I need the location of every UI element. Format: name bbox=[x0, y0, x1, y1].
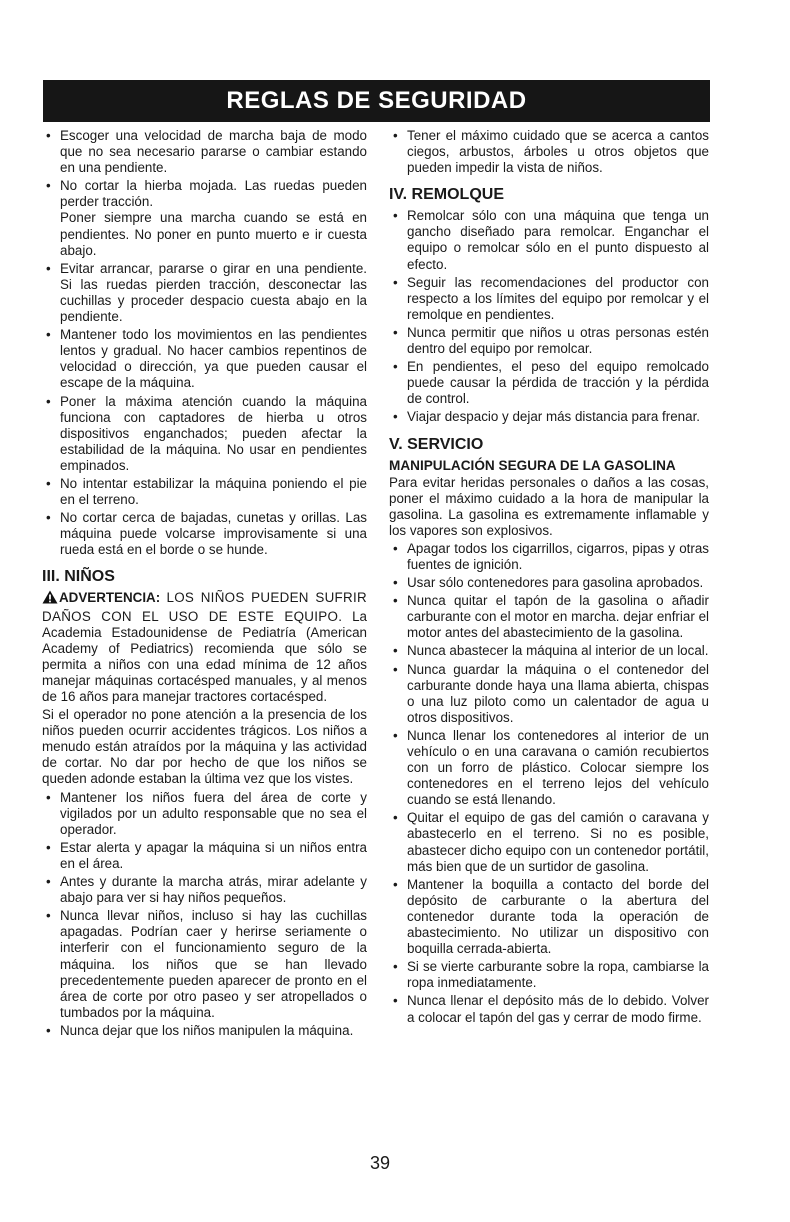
list-item: • En pendientes, el peso del equipo remolcado puede causar la pérdida de tracción y la pérdida de control. bbox=[389, 359, 709, 407]
list-item: • Escoger una velocidad de marcha baja de modo que no sea necesario pararse o cambiar estando en una pendiente. bbox=[42, 128, 367, 176]
bullet-list-gasoline bbox=[389, 541, 709, 1026]
list-item: • Mantener todo los movimientos en las pendientes lentos y gradual. No hacer cambios repentinos de velocidad o dirección, ya que pueden causar el escape de la máquina. bbox=[42, 327, 367, 391]
list-item: • Seguir las recomendaciones del productor con respecto a los límites del equipo por remolcar y el remolque en pendientes. bbox=[389, 275, 709, 323]
list-item: • Nunca llenar los contenedores al interior de un vehículo o en una caravana o camión recubiertos con un forro de plástico. Colocar siempre los contenedores en el terreno lejos del vehículo cuando se está llenando. bbox=[389, 728, 709, 808]
list-item: • No cortar cerca de bajadas, cunetas y orillas. Las máquina puede volcarse improvisamente si una rueda está en el borde o se hunde. bbox=[42, 510, 367, 558]
warning-block bbox=[42, 590, 367, 705]
warning-label: ADVERTENCIA: bbox=[59, 590, 161, 606]
section-banner bbox=[43, 80, 710, 122]
list-item: • Nunca dejar que los niños manipulen la máquina. bbox=[42, 1023, 367, 1039]
list-item-text: No cortar la hierba mojada. Las ruedas pueden perder tracción. bbox=[60, 178, 367, 210]
list-item: • Poner la máxima atención cuando la máquina funciona con captadores de hierba u otros dispositivos enganchados; pueden afectar la estabilidad de la máquina. No usar en pendientes empinados. bbox=[42, 394, 367, 474]
warning-text: LOS NIÑOS PUEDEN SUFRIR DAÑOS CON EL USO DE ESTE EQUIPO. bbox=[42, 590, 367, 624]
list-item: • Estar alerta y apagar la máquina si un niños entra en el área. bbox=[42, 840, 367, 872]
list-item: • Tener el máximo cuidado que se acerca a cantos ciegos, arbustos, árboles u otros objetos que pueden impedir la vista de niños. bbox=[389, 128, 709, 176]
section-heading-service: V. SERVICIO bbox=[389, 435, 484, 453]
bullet-list-towing bbox=[389, 208, 709, 425]
banner-title: REGLAS DE SEGURIDAD bbox=[226, 87, 527, 114]
list-item: • Viajar despacio y dejar más distancia para frenar. bbox=[389, 409, 709, 425]
list-item: • Apagar todos los cigarrillos, cigarros, pipas y otras fuentes de ignición. bbox=[389, 541, 709, 573]
bullet-list-children-cont bbox=[389, 128, 709, 176]
list-item: • Remolcar sólo con una máquina que tenga un gancho diseñado para remolcar. Enganchar el equipo o remolcar sólo en el punto dispuesto al efecto. bbox=[389, 208, 709, 272]
list-item: • Nunca permitir que niños u otras personas estén dentro del equipo por remolcar. bbox=[389, 325, 709, 357]
list-item: • Nunca quitar el tapón de la gasolina o añadir carburante con el motor en marcha. dejar enfriar el motor antes del abastecimiento de la gasolina. bbox=[389, 593, 709, 641]
bullet-list-slopes-b bbox=[42, 261, 367, 559]
page-number: 39 bbox=[369, 1153, 391, 1173]
list-item: • Usar sólo contenedores para gasolina aprobados. bbox=[389, 575, 709, 591]
right-column bbox=[389, 128, 709, 1028]
list-item: • Quitar el equipo de gas del camión o caravana y abastecerlo en el terreno. Si no es posible, abastecer dicho equipo con un contenedor portátil, más bien que de un surtidor de gasolina. bbox=[389, 810, 709, 874]
section-heading-children: III. NIÑOS bbox=[42, 568, 115, 586]
left-column bbox=[42, 128, 367, 1041]
list-item: • Mantener la boquilla a contacto del borde del depósito de carburante o la abertura del contenedor durante toda la operación de abastecimiento. No utilizar un dispositivo con boquilla cerrada-abierta. bbox=[389, 877, 709, 957]
list-item: • Nunca guardar la máquina o el contenedor del carburante donde haya una llama abierta, chispas o una luz piloto como un calentador de agua u otros dispositivos. bbox=[389, 662, 709, 726]
subsection-heading-gasoline: MANIPULACIÓN SEGURA DE LA GASOLINA bbox=[389, 457, 676, 473]
bullet-list-children bbox=[42, 790, 367, 1039]
list-item: • Si se vierte carburante sobre la ropa, cambiarse la ropa inmediatamente. bbox=[389, 959, 709, 991]
list-item: • Nunca llevar niños, incluso si hay las cuchillas apagadas. Podrían caer y herirse seriamente o interferir con el funcionamiento seguro de la máquina. los niños que se han llevado precedentemente pueden aparecer de pronto en el área de corte por otro paseo y ser atropellados o tumbados por la máquina. bbox=[42, 908, 367, 1021]
warning-triangle-icon bbox=[42, 590, 58, 608]
bullet-list-slopes-a bbox=[42, 128, 367, 259]
list-item: • No intentar estabilizar la máquina poniendo el pie en el terreno. bbox=[42, 476, 367, 508]
list-item: • Mantener los niños fuera del área de corte y vigilados por un adulto responsable que no sea el operador. bbox=[42, 790, 367, 838]
list-item: • Nunca abastecer la máquina al interior de un local. bbox=[389, 643, 709, 659]
list-item bbox=[42, 178, 367, 258]
gasoline-intro: Para evitar heridas personales o daños a las cosas, poner el máximo cuidado a la hora de manipular la gasolina. La gasolina es extremamente inflamable y los vapores son explosivos. bbox=[389, 474, 709, 538]
section-heading-towing: IV. REMOLQUE bbox=[389, 186, 504, 204]
warning-body: La Academia Estadounidense de Pediatría (American Academy of Pediatrics) recomienda que sólo se permita a niños con una edad mínima de 12 años manejar máquinas cortacésped manuales, y al menos de 16 años para manejar tractores cortacésped. bbox=[42, 608, 367, 704]
list-item-continuation: Poner siempre una marcha cuando se está en pendientes. No poner en punto muerto e ir cuesta abajo. bbox=[60, 210, 367, 258]
list-item: • Nunca llenar el depósito más de lo debido. Volver a colocar el tapón del gas y cerrar de modo firme. bbox=[389, 993, 709, 1025]
list-item: • Antes y durante la marcha atrás, mirar adelante y abajo para ver si hay niños pequeños. bbox=[42, 874, 367, 906]
list-item: • Evitar arrancar, pararse o girar en una pendiente. Si las ruedas pierden tracción, desconectar las cuchillas y proceder despacio cuesta abajo en la pendiente. bbox=[42, 261, 367, 325]
children-paragraph: Si el operador no pone atención a la presencia de los niños pueden ocurrir accidentes trágicos. Los niños a menudo están atraídos por la máquina y las actividad de cortar. No dar por hecho de que los niños se queden adonde estaban la última vez que los vistes. bbox=[42, 707, 367, 787]
